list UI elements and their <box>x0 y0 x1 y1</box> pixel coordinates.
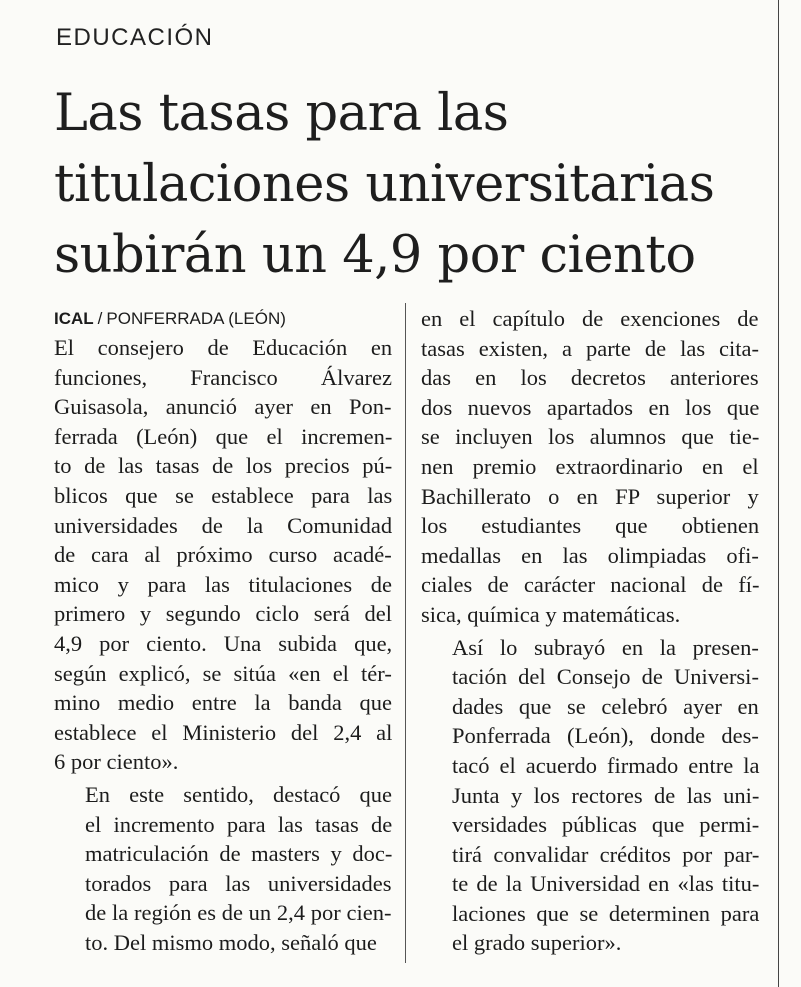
text-line: blicos que se establece para las <box>54 482 393 508</box>
text-line: laciones que se determinen para <box>452 900 760 926</box>
byline <box>54 304 392 333</box>
text-line: se incluyen los alumnos que tie- <box>421 424 760 450</box>
byline-location: PONFERRADA (LEÓN) <box>106 309 286 328</box>
text-line: los estudiantes que obtienen <box>421 513 760 539</box>
headline <box>54 78 769 291</box>
text-line: 4,9 por ciento. Una subida que, <box>54 630 393 656</box>
text-line: ciales de carácter nacional de fí- <box>421 572 760 598</box>
text-line: primero y segundo ciclo será del <box>54 601 393 627</box>
paragraph <box>421 633 759 959</box>
text-line: Así lo subrayó en la presen- <box>452 634 759 660</box>
text-line: según explicó, se sitúa «en el tér- <box>54 660 392 686</box>
text-line: torados para las universidades <box>85 870 392 896</box>
text-line: Bachillerato o en FP superior y <box>421 483 759 509</box>
text-line: dades que se celebró ayer en <box>452 693 759 719</box>
text-line: to de las tasas de los precios pú- <box>54 453 393 479</box>
text-line: ferrada (León) que el incremen- <box>54 423 393 449</box>
text-line: en el capítulo de exenciones de <box>421 306 759 331</box>
text-line: tirá convalidar créditos por par- <box>452 841 760 867</box>
text-line: Junta y los rectores de las uni- <box>452 782 760 808</box>
headline-line: Las tasas para las <box>54 84 509 143</box>
text-line: el incremento para las tasas de <box>85 811 393 837</box>
text-line: Guisasola, anunció ayer en Pon- <box>54 394 392 420</box>
byline-agency: ICAL <box>54 309 94 328</box>
byline-separator: / <box>97 309 103 328</box>
text-line: tasas existen, a parte de las cita- <box>421 335 759 361</box>
text-line: el grado superior». <box>452 930 622 956</box>
text-line: funciones, Francisco Álvarez <box>54 364 393 390</box>
paragraph <box>54 780 392 958</box>
section-label: EDUCACIÓN <box>56 24 214 51</box>
text-line: tacó el acuerdo firmado entre la <box>452 752 760 778</box>
paragraph <box>54 333 392 777</box>
text-line: universidades de la Comunidad <box>54 512 393 538</box>
headline-line: titulaciones universitarias <box>54 155 715 214</box>
article-column-left <box>54 304 392 957</box>
text-line: establece el Ministerio del 2,4 al <box>54 719 393 745</box>
text-line: tación del Consejo de Universi- <box>452 664 759 690</box>
text-line: to. Del mismo modo, señaló que <box>85 929 377 955</box>
headline-line: subirán un 4,9 por ciento <box>54 226 696 285</box>
article-column-right <box>421 304 759 958</box>
paragraph <box>421 304 759 630</box>
text-line: mico y para las titulaciones de <box>54 571 393 597</box>
text-line: nen premio extraordinario en el <box>421 453 759 479</box>
text-line: El consejero de Educación en <box>54 335 393 360</box>
text-line: matriculación de masters y doc- <box>85 841 393 867</box>
text-line: mino medio entre la banda que <box>54 690 393 716</box>
text-line: En este sentido, destacó que <box>85 781 393 807</box>
text-line: te de la Universidad en «las titu- <box>452 871 760 897</box>
text-line: de la región es de un 2,4 por cien- <box>85 900 392 926</box>
text-line: dos nuevos apartados en los que <box>421 394 760 420</box>
text-line: versidades públicas que permi- <box>452 812 760 838</box>
text-line: Ponferrada (León), donde des- <box>452 723 759 749</box>
text-line: 6 por ciento». <box>54 749 179 775</box>
page-edge-rule <box>778 0 779 987</box>
text-line: de cara al próximo curso acadé- <box>54 542 392 568</box>
column-divider <box>405 303 406 963</box>
text-line: das en los decretos anteriores <box>421 365 759 391</box>
text-line: medallas en las olimpiadas ofi- <box>421 542 759 568</box>
text-line: sica, química y matemáticas. <box>421 601 681 627</box>
